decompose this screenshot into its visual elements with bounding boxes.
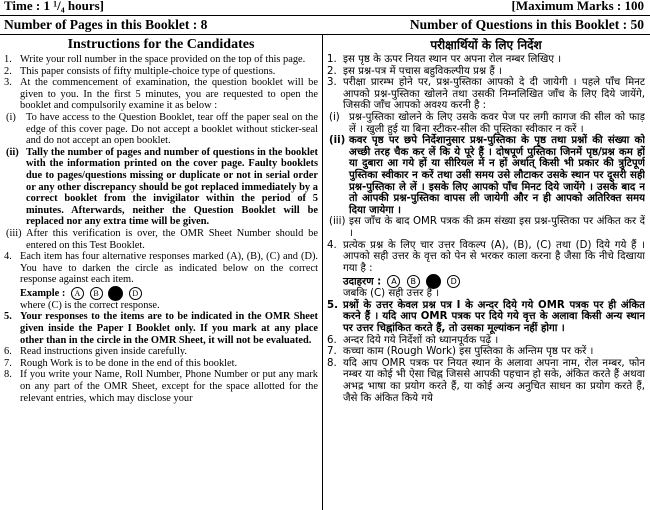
- hindi-instructions: [327, 37, 645, 510]
- instruction-3-iii: (iii) After this verification is over, the OMR Sheet Number should be entered on this Test Booklet.: [6, 227, 318, 251]
- instruction-3: 3. At the commencement of examination, the question booklet will be given to you. In the first 5 minutes, you are requested to open the booklet and compulsorily examine it as below :: [4, 77, 318, 112]
- hindi-instruction-5: 5. प्रश्नों के उत्तर केवल प्रश्न पत्र I के अन्दर दिये गये OMR पत्रक पर ही अंकित करने हैं । यदि आप OMR पत्रक पर दिये गये वृत्त के अलावा किसी अन्य स्थान पर उत्तर चिह्नांकित करते हैं, तो उसका मूल्यांकन नहीं होगा ।: [327, 299, 645, 335]
- hindi-instruction-3-i: (i) प्रश्न-पुस्तिका खोलने के लिए उसके कवर पेज पर लगी कागज की सील को फाड़ लें । खुली हुई या बिना स्टीकर-सील की पुस्तिका स्वीकार न करें ।: [329, 111, 645, 135]
- hindi-option-d-bubble: D: [447, 275, 460, 288]
- pages-count: Number of Pages in this Booklet : 8: [4, 17, 208, 32]
- hindi-instruction-3-ii: (ii) कवर पृष्ठ पर छपे निर्देशानुसार प्रश्न-पुस्तिका के पृष्ठ तथा प्रश्नों की संख्या को अच्छी तरह चैक कर लें कि ये पूरे हैं । दोषपूर्ण पुस्तिका जिनमें पृष्ठ/प्रश्न कम हों या दुबारा आ गये हों या सीरियल में न हों अर्थात् किसी भी प्रकार की त्रुटिपूर्ण पुस्तिका स्वीकार न करें तथा उसी समय उसे लौटाकर उसके स्थान पर दूसरी सही प्रश्न-पुस्तिका ले लें । इसके लिए आपको पाँच मिनट दिये जायेंगे । उसके बाद न तो आपकी प्रश्न-पुस्तिका वापस ली जायेगी और न ही आपको अतिरिक्त समय दिया जायेगा ।: [329, 135, 645, 216]
- hindi-instruction-8: 8. यदि आप OMR पत्रक पर नियत स्थान के अलावा अपना नाम, रोल नम्बर, फोन नम्बर या कोई भी ऐसा चिह्न जिससे आपकी पहचान हो सके, अंकित करते हैं अथवा अभद्र भाषा का प्रयोग करते हैं, या कोई अन्य अनुचित साधन का प्रयोग करते हैं, जैसे कि अंकित किये गये: [327, 357, 645, 404]
- questions-count: Number of Questions in this Booklet : 50: [409, 17, 644, 32]
- instruction-8: 8. If you write your Name, Roll Number, Phone Number or put any mark on any part of the OMR Sheet, except for the space allotted for the relevant entries, which may disclose your: [4, 369, 318, 404]
- info-divider: [0, 34, 650, 35]
- hindi-instruction-2: 2. इस प्रश्न-पत्र में पचास बहुविकल्पीय प्रश्न हैं ।: [327, 65, 502, 77]
- info-bar: [0, 16, 650, 34]
- instruction-5: 5. Your responses to the items are to be indicated in the OMR Sheet given inside the Paper I Booklet only. If you mark at any place other than in the circle in the OMR Sheet, it will not be evaluated.: [4, 311, 318, 346]
- instruction-4: 4. Each item has four alternative responses marked (A), (B), (C) and (D). You have to darken the circle as indicated below on the correct response against each item.: [4, 251, 318, 286]
- top-bar: [0, 0, 650, 14]
- hindi-example-label: उदाहरण :: [343, 276, 382, 288]
- example-row: [4, 286, 318, 300]
- instruction-6: 6. Read instructions given inside carefully.: [4, 346, 187, 358]
- time-label: Time : 1 ¹/₄ hours]: [4, 0, 105, 13]
- hindi-instruction-1: 1. इस पृष्ठ के ऊपर नियत स्थान पर अपना रोल नम्बर लिखिए ।: [327, 54, 562, 65]
- hindi-instruction-6: 6. अन्दर दिये गये निर्देशों को ध्यानपूर्वक पढ़ें ।: [327, 334, 499, 346]
- max-marks-label: [Maximum Marks : 100: [511, 0, 644, 13]
- instruction-7: 7. Rough Work is to be done in the end of this booklet.: [4, 357, 238, 369]
- option-b-bubble: B: [90, 287, 103, 300]
- option-c-filled-bubble: [108, 286, 123, 301]
- hindi-instruction-3-iii: (iii) इस जाँच के बाद OMR पत्रक की क्रम संख्या इस प्रश्न-पुस्तिका पर अंकित कर दें ।: [329, 216, 645, 239]
- instruction-3-ii: (ii) Tally the number of pages and number of questions in the booklet with the information printed on the cover page. Faulty booklets due to pages/questions missing or duplicate or not in serial order or any other discrepancy should be got replaced immediately by a correct booklet from the invigilator within the period of 5 minutes. Afterwards, neither the Question Booklet will be replaced nor any extra time will be given.: [6, 146, 318, 228]
- hindi-example-row: [327, 274, 645, 288]
- instruction-1: 1. Write your roll number in the space provided on the top of this page.: [4, 54, 306, 65]
- english-instructions: [4, 37, 318, 510]
- example-note: where (C) is the correct response.: [20, 299, 160, 311]
- hindi-option-a-bubble: A: [387, 275, 400, 288]
- option-d-bubble: D: [129, 287, 142, 300]
- column-divider: [322, 35, 323, 510]
- hindi-title: परीक्षार्थियों के लिए निर्देश: [430, 38, 542, 52]
- instruction-3-i: (i) To have access to the Question Booklet, tear off the paper seal on the edge of this cover page. Do not accept a booklet without sticker-seal and do not accept an open booklet.: [6, 111, 318, 147]
- hindi-instruction-7: 7. कच्चा काम (Rough Work) इस पुस्तिका के अन्तिम पृष्ठ पर करें ।: [327, 346, 594, 358]
- hindi-instruction-4: 4. प्रत्येक प्रश्न के लिए चार उत्तर विकल्प (A), (B), (C) तथा (D) दिये गये हैं । आपको सही उत्तर के वृत्त को पेन से भरकर काला करना है जैसा कि नीचे दिखाया गया है :: [327, 239, 645, 274]
- hindi-example-note: जबकि (C) सही उत्तर है ।: [343, 288, 440, 300]
- instruction-2: 2. This paper consists of fifty multiple-choice type of questions.: [4, 65, 276, 77]
- hindi-instruction-3: 3. परीक्षा प्रारम्भ होने पर, प्रश्न-पुस्तिका आपको दे दी जायेगी । पहले पाँच मिनट आपको प्रश्न-पुस्तिका खोलने तथा उसकी निम्नलिखित जाँच के लिए दिये जायेंगे, जिसकी जाँच आपको अवश्य करनी है :: [327, 77, 645, 112]
- english-title: Instructions for the Candidates: [67, 37, 255, 52]
- option-a-bubble: A: [71, 287, 84, 300]
- hindi-option-b-bubble: B: [407, 275, 420, 288]
- example-label: Example :: [20, 287, 66, 299]
